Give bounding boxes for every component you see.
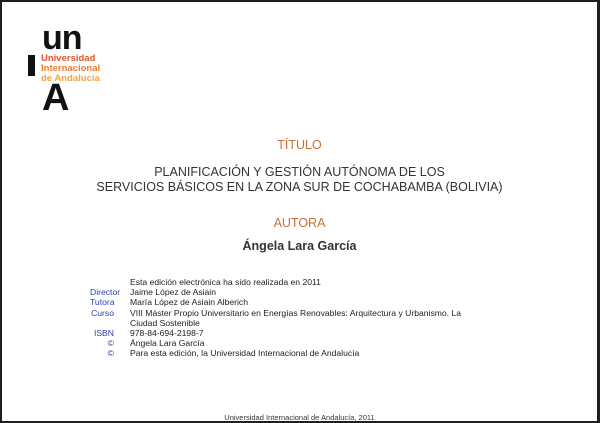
meta-value: Para esta edición, la Universidad Internacional de Andalucía (130, 348, 360, 359)
titulo-label: TÍTULO (277, 138, 322, 152)
logo-A: A (42, 77, 70, 119)
meta-row-tutora (90, 297, 490, 307)
meta-intro-row (90, 277, 490, 287)
autora-label: AUTORA (273, 216, 326, 230)
meta-row-director (90, 287, 490, 297)
document-page (2, 2, 597, 421)
meta-key: Tutora (90, 297, 115, 308)
meta-row-copyright-edition (90, 348, 490, 358)
meta-value: 978-84-694-2198-7 (130, 328, 204, 339)
document-title (2, 165, 597, 195)
title-line-2: SERVICIOS BÁSICOS EN LA ZONA SUR DE COCHABAMBA (BOLIVIA) (96, 180, 503, 194)
copyright-icon: © (107, 338, 114, 349)
unia-logo (28, 19, 118, 119)
copyright-icon: © (107, 348, 114, 359)
meta-row-curso (90, 308, 490, 328)
meta-row-copyright-author (90, 338, 490, 348)
meta-value: VIII Máster Propio Universitario en Energías Renovables: Arquitectura y Urbanismo. La Ciudad Sostenible (130, 307, 462, 328)
page-footer: Universidad Internacional de Andalucía, 2011 (224, 413, 375, 422)
edition-metadata (90, 277, 490, 359)
meta-row-isbn (90, 328, 490, 338)
logo-line-2: Internacional (41, 63, 101, 74)
meta-intro: Esta edición electrónica ha sido realizada en 2011 (130, 277, 321, 287)
title-line-1: PLANIFICACIÓN Y GESTIÓN AUTÓNOMA DE LOS (154, 165, 445, 179)
logo-i-bar (28, 55, 35, 76)
meta-key: Curso (91, 307, 114, 318)
meta-key: ISBN (93, 328, 114, 339)
logo-line-3: de Andalucía (41, 73, 100, 84)
logo-line-1: Universidad (41, 53, 96, 64)
author-name: Ángela Lara García (242, 239, 357, 253)
meta-value: María López de Asiain Alberich (130, 297, 248, 308)
meta-key: Director (90, 287, 121, 298)
meta-value: Jaime López de Asiain (130, 287, 216, 298)
logo-un: un (42, 19, 82, 57)
meta-value: Ángela Lara García (130, 338, 205, 349)
